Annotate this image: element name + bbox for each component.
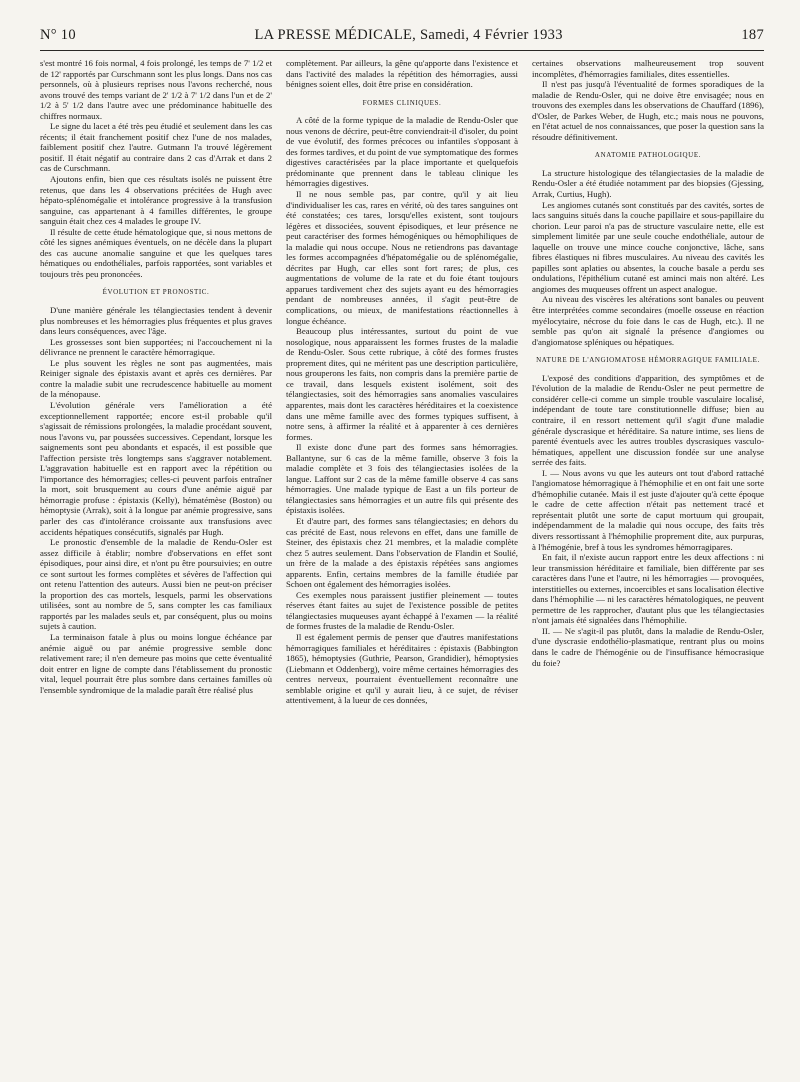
journal-title-line bbox=[255, 27, 563, 44]
paragraph: Les grossesses sont bien supportées; ni l'accouchement ni la délivrance ne prennent le caractère hémorragique. bbox=[40, 336, 272, 358]
issue-date: Samedi, 4 Février 1933 bbox=[420, 27, 563, 43]
paragraph: Les angiomes cutanés sont constitués par des cavités, sortes de lacs sanguins situés dans la couche papillaire et sous-papillaire du chorion. Leur paroi n'a pas de structure vasculaire nette, elle est simplement limitée par une seule couche endothéliale, autour de laquelle on trouve une mince couche conjonctive, lâche, sans fibres élastiques ni fibres musculaires. Au niveau des cavités les papilles sont aplaties ou absentes, la couche basale a perdu ses ondulations, l'épithélium cutané est aminci mais non altéré. Les angiomes des muqueuses offrent un aspect analogue. bbox=[532, 199, 764, 294]
section-heading: NATURE DE L'ANGIOMATOSE HÉMORRAGIQUE FAMILIALE. bbox=[536, 356, 760, 365]
paragraph: certaines observations malheureusement trop souvent incomplètes, d'hémorragies familiales, dites essentielles. bbox=[532, 58, 764, 79]
paragraph: I. — Nous avons vu que les auteurs ont tout d'abord rattaché l'angiomatose hémorragique à l'hémophilie et en ont fait une sorte d'hémophilie cutanée. Mais il est juste d'ajouter qu'à cette époque le cadre de cette affection n'était pas nettement tracé et représentait plutôt une sorte de caput mortuum qui groupait, indépendamment de la maladie qui nous occupe, des faits très divers ressortissant à l'hémophilie proprement dite, aux purpuras, à l'hémogénie, bref à tous les syndromes hémorragipares. bbox=[532, 467, 764, 552]
paragraph: Beaucoup plus intéressantes, surtout du point de vue nosologique, nous apparaissent les formes frustes de la maladie de Rendu-Osler. Sous cette rubrique, à côté des formes frustes proprement dites, qui ne méritent pas une description particulière, nous grouperons les faits, non compris dans la première partie de ce travail, dans lesquels existent isolément, soit des télangiectasies, soit des hémorragies sans anomalies vasculaires apparentes, mais dont les caractères héréditaires et la coexistence dans une même famille avec des formes typiques suffisent, à notre sens, à affirmer la réalité et à apparenter à ces dernières formes. bbox=[286, 326, 518, 442]
paragraph: complètement. Par ailleurs, la gêne qu'apporte dans l'existence et dans l'activité des malades la répétition des hémorragies, aussi bénignes soient elles, doit être prise en considération. bbox=[286, 58, 518, 90]
paragraph: Il existe donc d'une part des formes sans hémorragies. Ballantyne, sur 6 cas de la même famille, observe 3 fois la maladie complète et 3 fois des télangiectasies isolées de la langue. Laffont sur 2 cas de la même famille observe 4 cas sans hémorragies. Une malade typique de East a un fils porteur de télangiectasies sans hémorragies et un autre fils qui présente des épistaxis isolées. bbox=[286, 442, 518, 516]
paragraph: Il résulte de cette étude hématologique que, si nous mettons de côté les signes anémiques éventuels, on ne décèle dans la plupart des cas aucune anomalie sanguine et que les quelques tares hématiques ou endothéliales, parfois rapportées, sont variables et toujours très peu prononcées. bbox=[40, 226, 272, 279]
paragraph: A côté de la forme typique de la maladie de Rendu-Osler que nous venons de décrire, peut-être conviendrait-il d'isoler, du point de vue évolutif, des formes précoces ou infantiles s'opposant à des formes tardives, et du point de vue symptomatique des formes digestives caractérisées par la place importante et quelquefois prédominante que prennent dans le tableau clinique les hémorragies digestives. bbox=[286, 115, 518, 189]
section-heading: ANATOMIE PATHOLOGIQUE. bbox=[594, 151, 702, 160]
header-rule bbox=[40, 50, 764, 51]
paragraph: L'exposé des conditions d'apparition, des symptômes et de l'évolution de la maladie de Rendu-Osler ne peut permettre de considérer celle-ci comme un simple trouble vasculaire localisé, indépendant de toute tare constitutionnelle diffuse; bien au contraire, il en ressort nettement qu'il s'agit d'une maladie générale dyscrasique et héréditaire. Sa nature intime, ses liens de parenté éventuels avec les autres troubles dyscrasiques vasculo-hématiques, appellent une discussion fondée sur une analyse serrée des faits. bbox=[532, 372, 764, 468]
section-heading: FORMES CLINIQUES. bbox=[362, 98, 442, 107]
paragraph: Au niveau des viscères les altérations sont banales ou peuvent être interprétées comme secondaires (moelle osseuse en réaction myélocytaire, nécrose du foie dans le cas de Hugh, etc.). Il ne semble pas qu'on ait signalé la présence d'angiomes ou d'angiomatose spléniques ou hépatiques. bbox=[532, 294, 764, 347]
issue-number: N° 10 bbox=[40, 27, 76, 43]
section-heading: ÉVOLUTION ET PRONOSTIC. bbox=[102, 288, 210, 297]
column-2 bbox=[286, 58, 518, 706]
column-3 bbox=[532, 58, 764, 706]
paragraph: La structure histologique des télangiectasies de la maladie de Rendu-Osler a été étudiée notamment par des biopsies (Gjessing, Arrak, Curtius, Hugh). bbox=[532, 167, 764, 200]
paragraph: Il ne nous semble pas, par contre, qu'il y ait lieu d'individualiser les cas, rares en vérité, où des tares sanguines ont été constatées; ces tares, lorsqu'elles existent, sont toujours légères et dissociées, souvent épisodiques, et leur présence ne peut caractériser des formes hémogéniques ou hémophiliques de la maladie qui nous occupe. Nous ne retiendrons pas davantage les formes accompagnées d'hépatomégalie ou de splénomégalie, décrites par Hugh, car elles sont fort rares; de plus, ces augmentations de volume de la rate et du foie étant toujours apparues tardivement chez des sujets ayant eu des hémorragies pendant de nombreuses années, il s'agit peut-être de complications, ou mieux, de manifestations réactionnelles à longue échéance. bbox=[286, 189, 518, 326]
paragraph: La terminaison fatale à plus ou moins longue échéance par anémie aiguë ou par anémie progressive semble donc relativement rare; il n'en demeure pas moins que cette éventualité doit entrer en ligne de compte dans l'établissement du pronostic vital, lequel pourrait être plus sombre dans certaines familles où l'ensemble syndromique de la maladie paraît être réalisé plus bbox=[40, 631, 272, 695]
paragraph: Le plus souvent les règles ne sont pas augmentées, mais Reiniger signale des épistaxis avant et après ces dernières. Par contre la maladie subit une recrudescence habituelle au moment de la ménopause. bbox=[40, 357, 272, 400]
paragraph: Le signe du lacet a été très peu étudié et seulement dans les cas récents; il était franchement positif chez l'une de nos malades, faiblement positif chez l'autre. Gutmann l'a trouvé légèrement positif. Il était négatif au contraire dans 2 cas d'Arrak et dans 2 cas de Curschmann. bbox=[40, 121, 272, 174]
running-header bbox=[40, 0, 764, 48]
column-1 bbox=[40, 58, 272, 706]
paragraph: s'est montré 16 fois normal, 4 fois prolongé, les temps de 7' 1/2 et de 12' rapportés par Curschmann sont les plus longs. Dans nos cas personnels, où à plusieurs reprises nous l'avons recherché, nous avons trouvé des temps variant de 2' 1/2 à 7' 1/2 dans l'un et de 2' 1/2 à 5' 1/2 dans l'autre avec une prédominance habituelle des chiffres normaux. bbox=[40, 58, 272, 121]
text-columns bbox=[40, 58, 764, 706]
paragraph: Il est également permis de penser que d'autres manifestations hémorragiques familiales et héréditaires : épistaxis (Babbington 1865), hémoptysies (Guthrie, Pearson, Grandidier), hémoptysies (Liebmann et Oddenberg), voire même certaines hémorragies des centres nerveux, pourraient éventuellement reconnaître une semblable origine et qu'il y aurait lieu, à ce sujet, de réviser attentivement, à la lueur de ces données, bbox=[286, 631, 518, 706]
paragraph: Et d'autre part, des formes sans télangiectasies; en dehors du cas précité de East, nous relevons en effet, dans une famille de Steiner, des épistaxis chez 21 membres, et la maladie complète chez 5 autres seulement. Dans l'observation de Flandin et Soulié, un frère de la malade a des épistaxis répétées sans angiomes apparents. Enfin, certains membres de la famille étudiée par Schoen ont également des hémorragies isolées. bbox=[286, 515, 518, 590]
journal-title: LA PRESSE MÉDICALE, bbox=[254, 27, 417, 43]
paragraph: D'une manière générale les télangiectasies tendent à devenir plus nombreuses et les hémorragies plus fréquentes et plus graves dans leurs conséquences, avec l'âge. bbox=[40, 305, 272, 337]
paragraph: II. — Ne s'agit-il pas plutôt, dans la maladie de Rendu-Osler, d'une dyscrasie endothélio-plasmatique, rentrant plus ou moins dans le cadre de l'hémogénie ou de l'insuffisance hémocrasique du foie? bbox=[532, 625, 764, 668]
paragraph: En fait, il n'existe aucun rapport entre les deux affections : ni leur transmission héréditaire et familiale, bien différente par ses caractères dans l'une et l'autre, ni les hémorragies — provoquées, interstitielles ou externes, incoercibles et sans localisation élective dans l'hémophilie — ni les caractères hématologiques, ne peuvent permettre de les rapprocher, d'autant plus que les télangiectasies n'ont jamais été signalées dans l'hémophilie. bbox=[532, 552, 764, 626]
paragraph: Le pronostic d'ensemble de la maladie de Rendu-Osler est assez difficile à établir; nombre d'observations en effet sont épisodiques, pour ainsi dire, et n'ont pu être poursuivies; en outre ce sont surtout les formes complètes et sévères de l'affection qui ont retenu l'attention des auteurs. Aussi bien ne peut-on préciser la proportion des cas mortels, lesquels, parmi les observations utilisées, sont au nombre de 5, sans compter les cas familiaux rapportés par les malades seuls et, par conséquent, plus ou moins sujets à caution. bbox=[40, 537, 272, 632]
paragraph: L'évolution générale vers l'amélioration a été exceptionnellement rapportée; encore est-il probable qu'il s'agissait de rémissions prolongées, la maladie procédant souvent, nous l'avons vu, par poussées successives. Cependant, lorsque les saignements sont peu abondants et espacés, il est possible que l'affection persiste très longtemps sans s'aggraver notablement. L'aggravation habituelle est en rapport avec la répétition ou l'importance des hémorragies; celles-ci peuvent parfois entraîner la mort, soit brusquement au cours d'une anémie aiguë par hémorragie profuse : épistaxis (Kelly), hématémèse (Boston) ou hémoptysie (Arrak), soit à la longue par anémie progressive, sans parler des cas d'intolérance croissante aux transfusions avec accidents hépatiques consécutifs, signalés par Hugh. bbox=[40, 399, 272, 537]
paragraph: Ajoutons enfin, bien que ces résultats isolés ne puissent être retenus, que dans les 4 observations précitées de Hugh avec hépato-splénomégalie et intolérance progressive à la transfusion sanguine, cas appartenant à 4 familles différentes, le groupe sanguin était chez ces 4 malades le groupe IV. bbox=[40, 174, 272, 227]
page-number: 187 bbox=[741, 27, 764, 43]
paragraph: Ces exemples nous paraissent justifier pleinement — toutes réserves étant faites au sujet de l'existence possible de petites télangiectasies muqueuses ayant échappé à l'examen — la réalité de formes frustes de la maladie de Rendu-Osler. bbox=[286, 589, 518, 632]
paragraph: Il n'est pas jusqu'à l'éventualité de formes sporadiques de la maladie de Rendu-Osler, qui ne doive être envisagée; nous en trouvons des exemples dans les observations de Chauffard (1896), d'Osler, de Parkes Weber, de Hugh, etc.; mais nous ne pouvons, en l'état actuel de nos connaissances, que poser la question sans la résoudre définitivement. bbox=[532, 79, 764, 142]
